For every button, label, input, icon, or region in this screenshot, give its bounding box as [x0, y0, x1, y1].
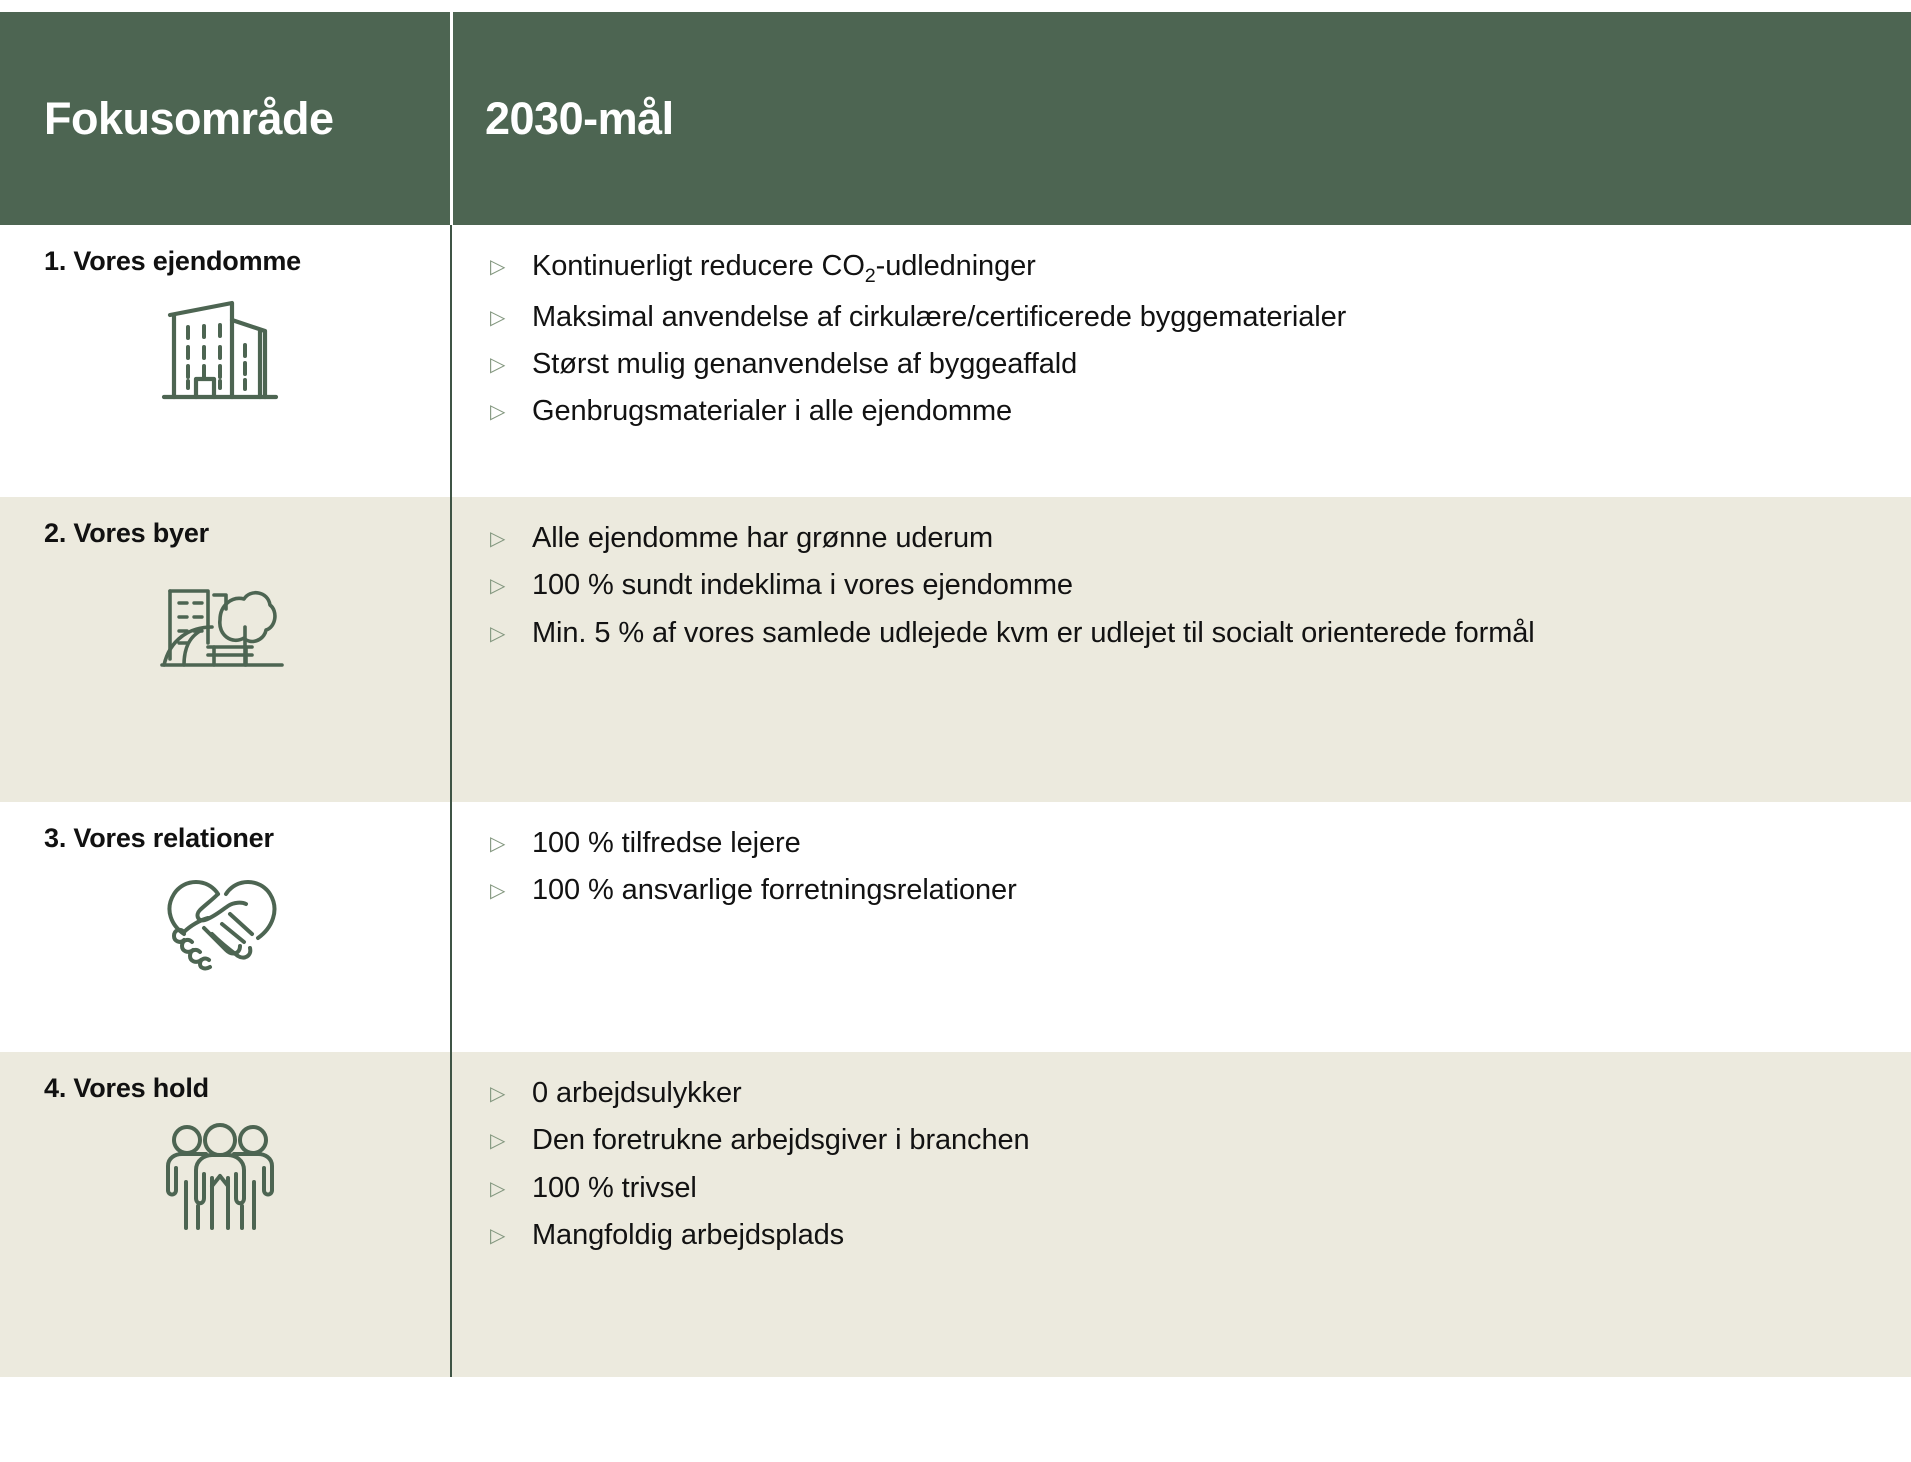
three-people-icon [160, 1120, 280, 1236]
triangle-bullet-icon: ▷ [490, 575, 506, 598]
goal-text-main: Størst mulig genanvendelse af byggeaffald [532, 348, 1078, 381]
goal-list-item [490, 1169, 1881, 1207]
goal-list-item [490, 392, 1881, 430]
table-header [0, 12, 1911, 225]
goal-text-main: Den foretrukne arbejdsgiver i branchen [532, 1124, 1030, 1157]
triangle-bullet-icon: ▷ [490, 880, 506, 903]
handshake-heart-icon [160, 870, 284, 974]
goal-list-item [490, 824, 1881, 862]
triangle-bullet-icon: ▷ [490, 622, 506, 645]
goal-list-item [490, 1121, 1881, 1159]
focus-area-cell-vores-hold [0, 1052, 450, 1377]
goal-text-main: Kontinuerligt reducere CO [532, 250, 865, 282]
goal-text-main: Maksimal anvendelse af cirkulære/certificerede byggematerialer [532, 300, 1347, 333]
goal-text-subscript: 2 [864, 264, 876, 287]
triangle-bullet-icon: ▷ [490, 833, 506, 855]
goal-text [532, 1169, 1881, 1207]
goal-list-item [490, 345, 1881, 383]
table-row [0, 1052, 1911, 1377]
goal-text [532, 247, 1881, 289]
triangle-bullet-icon: ▷ [490, 401, 506, 424]
goal-list-item [490, 298, 1881, 336]
triangle-bullet-icon: ▷ [490, 1130, 506, 1153]
goal-list [490, 824, 1881, 910]
goal-text-main: 100 % ansvarlige forretningsrelationer [532, 874, 1017, 907]
header-cell-2030-goal [450, 12, 1911, 225]
triangle-bullet-icon: ▷ [490, 256, 506, 278]
goal-text-main: Min. 5 % af vores samlede udlejede kvm er udlejet til socialt orienterede formål [532, 616, 1535, 649]
goals-cell-vores-hold [450, 1052, 1911, 1377]
goals-cell-vores-relationer [450, 802, 1911, 1052]
header-label-2030-goal: 2030-mål [485, 93, 674, 144]
focus-area-icon-wrapper [44, 1120, 420, 1236]
goals-cell-vores-byer [450, 497, 1911, 802]
triangle-bullet-icon: ▷ [490, 1224, 506, 1247]
table-row [0, 225, 1911, 497]
goal-text-main: 100 % sundt indeklima i vores ejendomme [532, 569, 1073, 602]
goals-cell-vores-ejendomme [450, 225, 1911, 497]
header-cell-focus-area [0, 12, 450, 225]
goal-text [532, 1216, 1881, 1254]
triangle-bullet-icon: ▷ [490, 1083, 506, 1105]
goal-list-item [490, 614, 1881, 652]
goal-text [532, 1121, 1881, 1159]
goal-text-main: 100 % trivsel [532, 1171, 697, 1204]
goal-list-item [490, 871, 1881, 909]
focus-area-icon-wrapper [44, 870, 420, 974]
focus-area-cell-vores-relationer [0, 802, 450, 1052]
goal-list-item [490, 519, 1881, 557]
goal-list [490, 1074, 1881, 1254]
goal-list-item [490, 247, 1881, 289]
goal-list-item [490, 1074, 1881, 1112]
table-body [0, 225, 1911, 1377]
goal-text [532, 566, 1881, 604]
focus-area-cell-vores-byer [0, 497, 450, 802]
building-icon [160, 293, 280, 409]
focus-area-icon-wrapper [44, 293, 420, 409]
goal-list-item [490, 566, 1881, 604]
goal-text [532, 345, 1881, 383]
goal-text-suffix: -udledninger [875, 250, 1036, 282]
focus-area-title: 4. Vores hold [44, 1073, 209, 1103]
triangle-bullet-icon: ▷ [490, 354, 506, 377]
triangle-bullet-icon: ▷ [490, 528, 506, 550]
goal-text [532, 392, 1881, 430]
table-row [0, 497, 1911, 802]
table-row [0, 802, 1911, 1052]
goal-text-main: Genbrugsmaterialer i alle ejendomme [532, 395, 1013, 428]
goal-text-main: 100 % tilfredse lejere [532, 827, 801, 859]
goal-list [490, 247, 1881, 431]
goal-text [532, 871, 1881, 909]
goal-text [532, 1074, 1881, 1112]
goal-text [532, 298, 1881, 336]
triangle-bullet-icon: ▷ [490, 1177, 506, 1200]
goal-list [490, 519, 1881, 652]
header-label-focus-area: Fokusområde [44, 93, 334, 144]
goal-text-main: 0 arbejdsulykker [532, 1077, 742, 1109]
focus-area-title: 3. Vores relationer [44, 823, 274, 853]
city-park-icon [160, 565, 284, 677]
focus-area-title: 1. Vores ejendomme [44, 246, 302, 276]
goal-text-main: Alle ejendomme har grønne uderum [532, 522, 994, 554]
focus-area-title: 2. Vores byer [44, 518, 209, 548]
goal-text [532, 614, 1881, 652]
focus-area-cell-vores-ejendomme [0, 225, 450, 497]
goal-text [532, 824, 1881, 862]
goal-text [532, 519, 1881, 557]
focus-area-icon-wrapper [44, 565, 420, 677]
goal-text-main: Mangfoldig arbejdsplads [532, 1218, 845, 1251]
goal-list-item [490, 1216, 1881, 1254]
triangle-bullet-icon: ▷ [490, 306, 506, 329]
